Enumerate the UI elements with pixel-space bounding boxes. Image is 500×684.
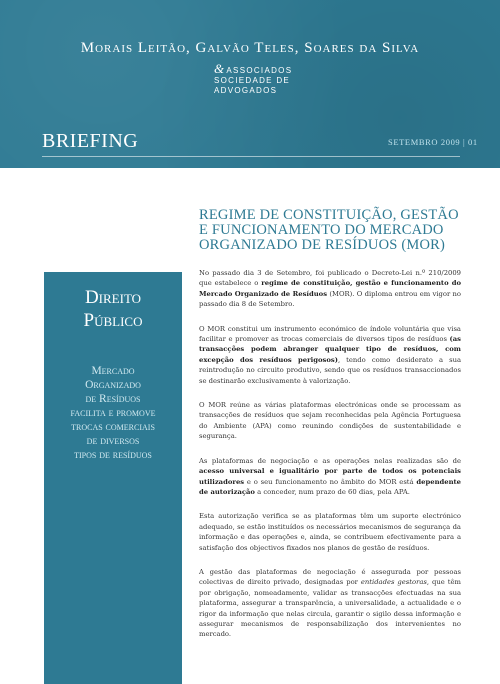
- paragraph: O MOR constitui um instrumento económico de índole voluntária que visa facilitar e promover as trocas comerciais de diversos tipos de resíduos (as transacções podem abranger qualquer tipo de resíduos, com excepção dos resíduos perigosos), tendo como desiderato a sua reintrodução no circuito produtivo, sendo que os resíduos transaccionados se destinarão exclusivamente à valorização.: [199, 324, 461, 385]
- paragraph: O MOR reúne as várias plataformas electrónicas onde se processam as transacções de resíduos que sejam reconhecidas pela Agência Portuguesa do Ambiente (APA) como reunindo condições de sustentabilidade e segurança.: [199, 401, 461, 441]
- sidebar-subtitle-line: tipos de resíduos: [74, 449, 152, 461]
- paragraph: No passado dia 3 de Setembro, foi publicado o Decreto-Lei n.º 210/2009 que estabelece o regime de constituição, gestão e funcionamento do Mercado Organizado de Resíduos (MOR). O diploma entrou em vigor no passado dia 8 de Setembro.: [199, 269, 461, 309]
- associates-line-2: SOCIEDADE DE: [214, 76, 291, 85]
- article-title-line: REGIME DE CONSTITUIÇÃO, GESTÃO: [199, 207, 459, 223]
- paragraph: A gestão das plataformas de negociação é assegurada por pessoas colectivas de direito privado, designadas por entidades gestoras, que têm por obrigação, nomeadamente, validar as transacções efectuadas na sua plataforma, assegurar a transparência, a universalidade, a actualidade e o rigor da informação que nelas circula, garantir o sigilo dessa informação e assegurar mecanismos de responsabilização dos intervenientes no mercado.: [199, 567, 461, 639]
- sidebar-title: [44, 286, 182, 332]
- sidebar-subtitle-line: de diversos: [86, 435, 140, 447]
- sidebar-title-line: Público: [83, 310, 143, 331]
- firm-name: Morais Leitão, Galvão Teles, Soares da Silva: [80, 40, 420, 56]
- briefing-label: BRIEFING: [42, 130, 139, 152]
- sidebar-subtitle-line: Mercado: [91, 365, 135, 377]
- sidebar-panel: [44, 272, 182, 684]
- sidebar-title-line: Direito: [84, 287, 142, 308]
- ampersand-mark: &: [214, 61, 226, 76]
- paragraph: Esta autorização verifica se as plataformas têm um suporte electrónico adequado, se estão instituídos os necessários mecanismos de segurança da informação e das operações e, ainda, se contribuem efectivamente para a satisfação dos objectivos fixados nos planos de gestão de resíduos.: [199, 512, 461, 552]
- sidebar-subtitle-line: trocas comerciais: [71, 421, 155, 433]
- header-band: [0, 0, 500, 168]
- sidebar-subtitle-line: Organizado: [85, 379, 141, 391]
- sidebar-subtitle-line: facilita e promove: [70, 407, 156, 419]
- article-title-line: ORGANIZADO DE RESÍDUOS (MOR): [199, 237, 446, 253]
- associates-line-3: ADVOGADOS: [214, 86, 278, 95]
- associates-line-1: ASSOCIADOS: [226, 66, 293, 75]
- firm-associates-block: [214, 61, 314, 96]
- article-body: [199, 268, 461, 654]
- header-divider: [42, 156, 460, 157]
- paragraph: As plataformas de negociação e as operações nelas realizadas são de acesso universal e igualitário por parte de todos os potenciais utilizadores e o seu funcionamento no âmbito do MOR está dependente de autorização a conceder, num prazo de 60 dias, pela APA.: [199, 456, 461, 496]
- sidebar-subtitle: [48, 364, 178, 462]
- article-title: [199, 208, 469, 253]
- sidebar-subtitle-line: de Resíduos: [85, 393, 141, 405]
- article-title-line: E FUNCIONAMENTO DO MERCADO: [199, 222, 444, 238]
- issue-date: SETEMBRO 2009 | 01: [388, 137, 478, 147]
